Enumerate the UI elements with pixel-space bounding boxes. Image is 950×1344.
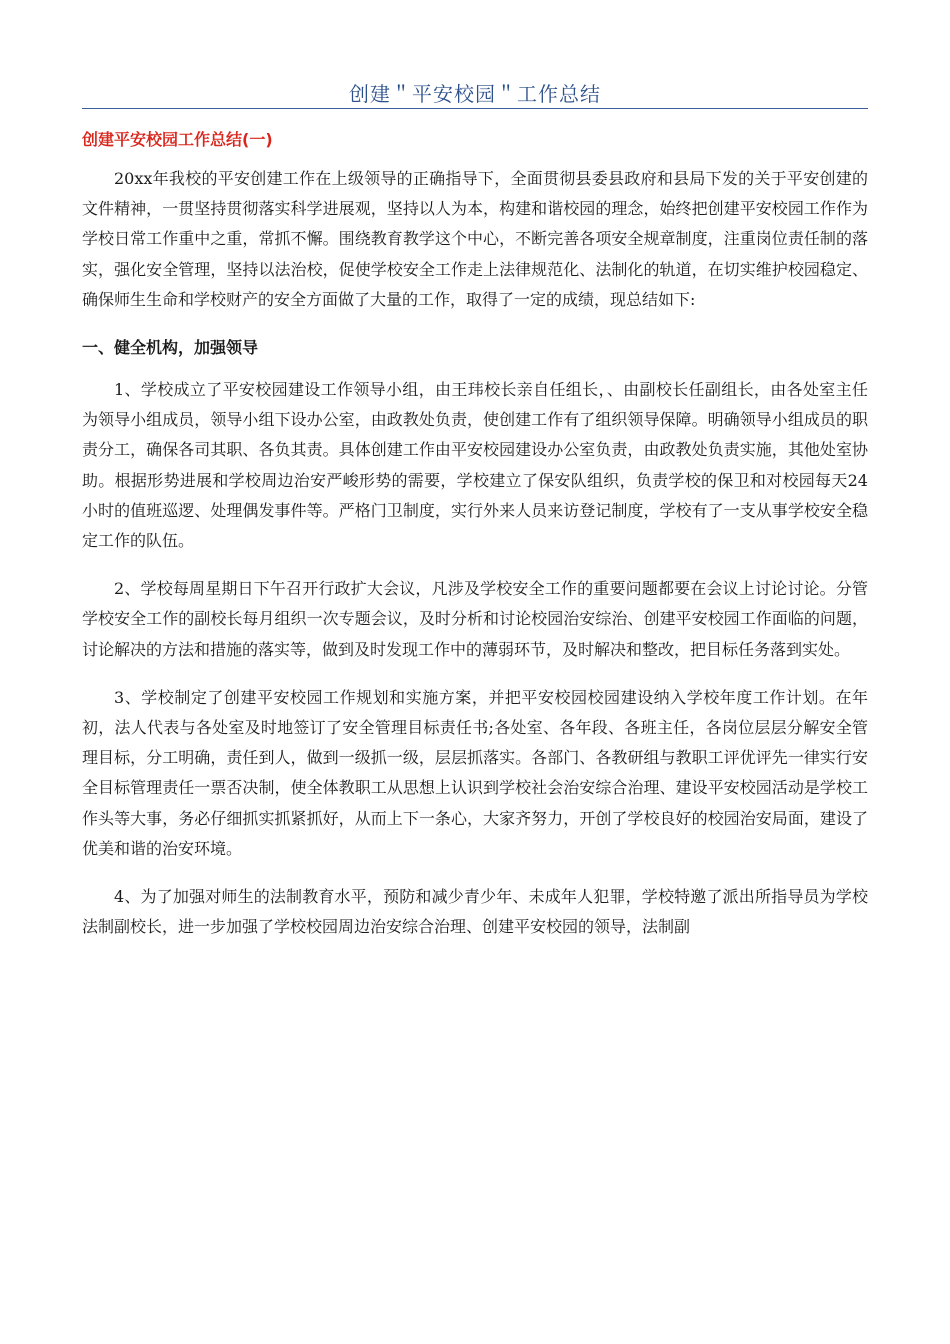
document-header <box>82 0 868 108</box>
section-title: 创建平安校园工作总结(一) <box>82 130 273 149</box>
list-item: 2、学校每周星期日下午召开行政扩大会议，凡涉及学校安全工作的重要问题都要在会议上讨论讨论。分管学校安全工作的副校长每月组织一次专题会议，及时分析和讨论校园治安综治、创建平安校园工作面临的问题，讨论解决的方法和措施的落实等，做到及时发现工作中的薄弱环节，及时解决和整改，把目标任务落到实处。 <box>82 579 868 659</box>
list-item: 4、为了加强对师生的法制教育水平，预防和减少青少年、未成年人犯罪，学校特邀了派出所指导员为学校法制副校长，进一步加强了学校校园周边治安综合治理、创建平安校园的领导，法制副 <box>82 887 868 937</box>
header-divider <box>82 108 868 109</box>
document-page <box>82 0 868 960</box>
list-item: 3、学校制定了创建平安校园工作规划和实施方案，并把平安校园校园建设纳入学校年度工作计划。在年初，法人代表与各处室及时地签订了安全管理目标责任书;各处室、各年段、各班主任，各岗位层层分解安全管理目标，分工明确，责任到人，做到一级抓一级，层层抓落实。各部门、各教研组与教职工评优评先一律实行安全目标管理责任一票否决制，使全体教职工从思想上认识到学校社会治安综合治理、建设平安校园活动是学校工作头等大事，务必仔细抓实抓紧抓好，从而上下一条心，大家齐努力，开创了学校良好的校园治安局面，建设了优美和谐的治安环境。 <box>82 687 868 858</box>
part1-heading: 一、健全机构，加强领导 <box>82 338 259 358</box>
document-title: 创建＂平安校园＂工作总结 <box>349 82 601 106</box>
list-item: 1、学校成立了平安校园建设工作领导小组，由王玮校长亲自任组长，、由副校长任副组长，由各处室主任为领导小组成员，领导小组下设办公室，由政教处负责，使创建工作有了组织领导保障。明确领导小组成员的职责分工，确保各司其职、各负其责。具体创建工作由平安校园建设办公室负责，由政教处负责实施，其他处室协助。根据形势进展和学校周边治安严峻形势的需要，学校建立了保安队组织，负责学校的保卫和对校园每天24小时的值班巡逻、处理偶发事件等。严格门卫制度，实行外来人员来访登记制度，学校有了一支从事学校安全稳定工作的队伍。 <box>82 380 868 551</box>
intro-paragraph: 20xx年我校的平安创建工作在上级领导的正确指导下，全面贯彻县委县政府和县局下发的关于平安创建的文件精神，一贯坚持贯彻落实科学进展观，坚持以人为本，构建和谐校园的理念，始终把创建平安校园工作作为学校日常工作重中之重，常抓不懈。围绕教育教学这个中心，不断完善各项安全规章制度，注重岗位责任制的落实，强化安全管理，坚持以法治校，促使学校安全工作走上法律规范化、法制化的轨道，在切实维护校园稳定、确保师生生命和学校财产的安全方面做了大量的工作，取得了一定的成绩，现总结如下: <box>82 169 868 309</box>
